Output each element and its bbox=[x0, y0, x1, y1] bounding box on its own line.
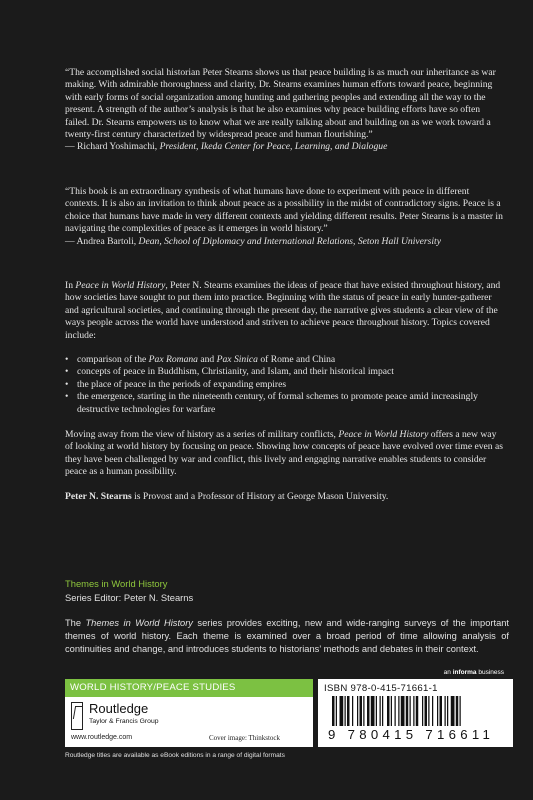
ebook-availability-note: Routledge titles are available as eBook editions in a range of digital formats bbox=[65, 752, 285, 759]
endorsement-quote-2 bbox=[65, 186, 503, 248]
para2-a: Moving away from the view of history as a series of military conflicts, bbox=[65, 429, 339, 441]
barcode-bar bbox=[380, 696, 381, 726]
informa-suffix: business bbox=[476, 669, 504, 676]
topic-1-pax-sinica: Pax Sinica bbox=[216, 354, 258, 366]
topic-1-e: of Rome and China bbox=[257, 354, 336, 366]
description-paragraph-2 bbox=[65, 429, 503, 479]
intro-prefix: In bbox=[65, 280, 76, 291]
series-title: Themes in World History bbox=[65, 578, 168, 589]
topic-1-a: comparison of the bbox=[77, 354, 149, 366]
barcode-bar bbox=[363, 696, 364, 726]
barcode-bar bbox=[422, 696, 423, 726]
series-description bbox=[65, 617, 509, 657]
series-desc-b: series provides exciting, new and wide-ranging surveys of the important themes of world history. Each theme is examined over a broad period of time allowing analysis of continuities and change, and introduces students to historians’ methods and debates in their context. bbox=[65, 618, 509, 655]
barcode-bar bbox=[371, 696, 375, 726]
barcode-bar bbox=[428, 696, 429, 726]
isbn-label: ISBN 978-0-415-71661-1 bbox=[324, 683, 438, 694]
routledge-logo-icon bbox=[71, 702, 83, 730]
description-intro bbox=[65, 280, 503, 342]
intro-rest: , Peter N. Stearns examines the ideas of peace that have existed throughout history, and how societies have sought to put them into practice. Beginning with the status of peace in early hunter-gatherer and agricultural societies, and continuing through the present day, the narrative gives students a clear view of the ways people across the world have understood and striven to achieve peace throughout history. Topics covered include: bbox=[65, 280, 501, 341]
series-desc-a: The bbox=[65, 618, 86, 628]
barcode-bar bbox=[398, 696, 399, 726]
barcode-bar bbox=[382, 696, 383, 726]
quote-1-attribution bbox=[65, 141, 503, 153]
topic-1-pax-romana: Pax Romana bbox=[148, 354, 198, 366]
barcode-bar bbox=[460, 696, 461, 726]
barcode-bar bbox=[391, 696, 392, 726]
publisher-url[interactable]: www.routledge.com bbox=[71, 734, 133, 741]
barcode-bar bbox=[332, 696, 335, 726]
barcode-bar bbox=[437, 696, 438, 726]
book-description bbox=[65, 280, 503, 503]
barcode-icon bbox=[332, 696, 502, 726]
barcode-bar bbox=[445, 696, 446, 726]
barcode-bar bbox=[440, 696, 443, 726]
informa-prefix: an bbox=[443, 669, 453, 676]
barcode-bar bbox=[413, 696, 414, 726]
para2-book-title: Peace in World History bbox=[338, 429, 429, 441]
author-name: Peter N. Stearns bbox=[65, 490, 132, 502]
topic-item bbox=[65, 354, 503, 366]
barcode-bar bbox=[425, 696, 428, 726]
barcode-bar bbox=[345, 696, 346, 726]
barcode-bar bbox=[347, 696, 350, 726]
para2-b: offers a new way of looking at world history by focusing on peace. Showing how concepts of peace have evolved over time even as they have been challenged by war and conflict, this lively and engaging narrative enables students to consider peace as a human possibility. bbox=[65, 429, 503, 478]
quote-2-role: Dean, School of Diplomacy and International Relations, Seton Hall University bbox=[138, 235, 441, 247]
barcode-bar bbox=[401, 696, 405, 726]
informa-logo-text: informa bbox=[452, 669, 477, 676]
author-bio-text: is Provost and a Professor of History at George Mason University. bbox=[131, 490, 389, 502]
barcode-number: 9 780415 716611 bbox=[328, 727, 495, 742]
cover-image-credit: Cover image: Thinkstock bbox=[209, 734, 281, 742]
quote-2-name: — Andrea Bartoli, bbox=[65, 235, 139, 247]
barcode-bar bbox=[406, 696, 409, 726]
barcode-bar bbox=[376, 696, 377, 726]
subject-category: WORLD HISTORY/PEACE STUDIES bbox=[70, 682, 236, 693]
barcode-bar bbox=[447, 696, 448, 726]
publisher-group: Taylor & Francis Group bbox=[89, 718, 159, 725]
topics-list bbox=[65, 354, 503, 416]
quote-2-attribution bbox=[65, 236, 503, 248]
barcode-bar bbox=[432, 696, 433, 726]
endorsement-quote-1 bbox=[65, 67, 503, 154]
quote-2-text: “This book is an extraordinary synthesis of what humans have done to experiment with peace in different contexts. It is also an invitation to think about peace as a possibility in the midst of contradictory signs. Peace is a choice that humans have made in very different contexts and yielding different results. Peter Stearns is a master in navigating the complexities of peace as it emerges in world history.” bbox=[65, 186, 503, 235]
publisher-box bbox=[65, 697, 313, 747]
barcode-bar bbox=[451, 696, 455, 726]
topic-item: • the place of peace in the periods of expanding empires bbox=[65, 379, 503, 391]
barcode-bar bbox=[456, 696, 459, 726]
barcode-bar bbox=[367, 696, 370, 726]
barcode-bar bbox=[410, 696, 411, 726]
publisher-name: Routledge bbox=[89, 701, 149, 716]
barcode-bar bbox=[395, 696, 396, 726]
topic-item: • concepts of peace in Buddhism, Christianity, and Islam, and their historical impact bbox=[65, 366, 503, 378]
quote-1-text: “The accomplished social historian Peter Stearns shows us that peace building is as much our inheritance as war making. With admirable thoroughness and clarity, Dr. Stearns examines human efforts toward peace, beginning with early forms of social organization among hunting and gathering peoples and extending all the way to the present. A strength of the author’s analysis is that he also examines why peace building efforts have so often failed. Dr. Stearns empowers us to know what we are really talking about and building on as we work toward a twenty-first century characterized by widespread peace and human flourishing.” bbox=[65, 67, 496, 141]
barcode-bar bbox=[357, 696, 358, 726]
barcode-bar bbox=[336, 696, 337, 726]
quote-1-role: President, Ikeda Center for Peace, Learning, and Dialogue bbox=[159, 141, 388, 153]
barcode-bar bbox=[416, 696, 419, 726]
topic-1-c: and bbox=[197, 354, 217, 366]
quote-1-name: — Richard Yoshimachi, bbox=[65, 141, 160, 153]
barcode-bar bbox=[360, 696, 363, 726]
series-editor: Series Editor: Peter N. Stearns bbox=[65, 592, 194, 603]
subject-category-bar bbox=[65, 679, 313, 697]
series-desc-title: Themes in World History bbox=[85, 618, 193, 628]
barcode-bar bbox=[340, 696, 344, 726]
informa-business-tag bbox=[444, 669, 504, 676]
barcode-bar bbox=[352, 696, 353, 726]
topic-item: • the emergence, starting in the nineteenth century, of formal schemes to promote peace amid increasingly destructive technologies for warfare bbox=[65, 391, 503, 416]
author-bio bbox=[65, 491, 503, 503]
intro-book-title: Peace in World History bbox=[75, 280, 166, 291]
isbn-box bbox=[318, 679, 513, 747]
barcode-bar bbox=[387, 696, 390, 726]
